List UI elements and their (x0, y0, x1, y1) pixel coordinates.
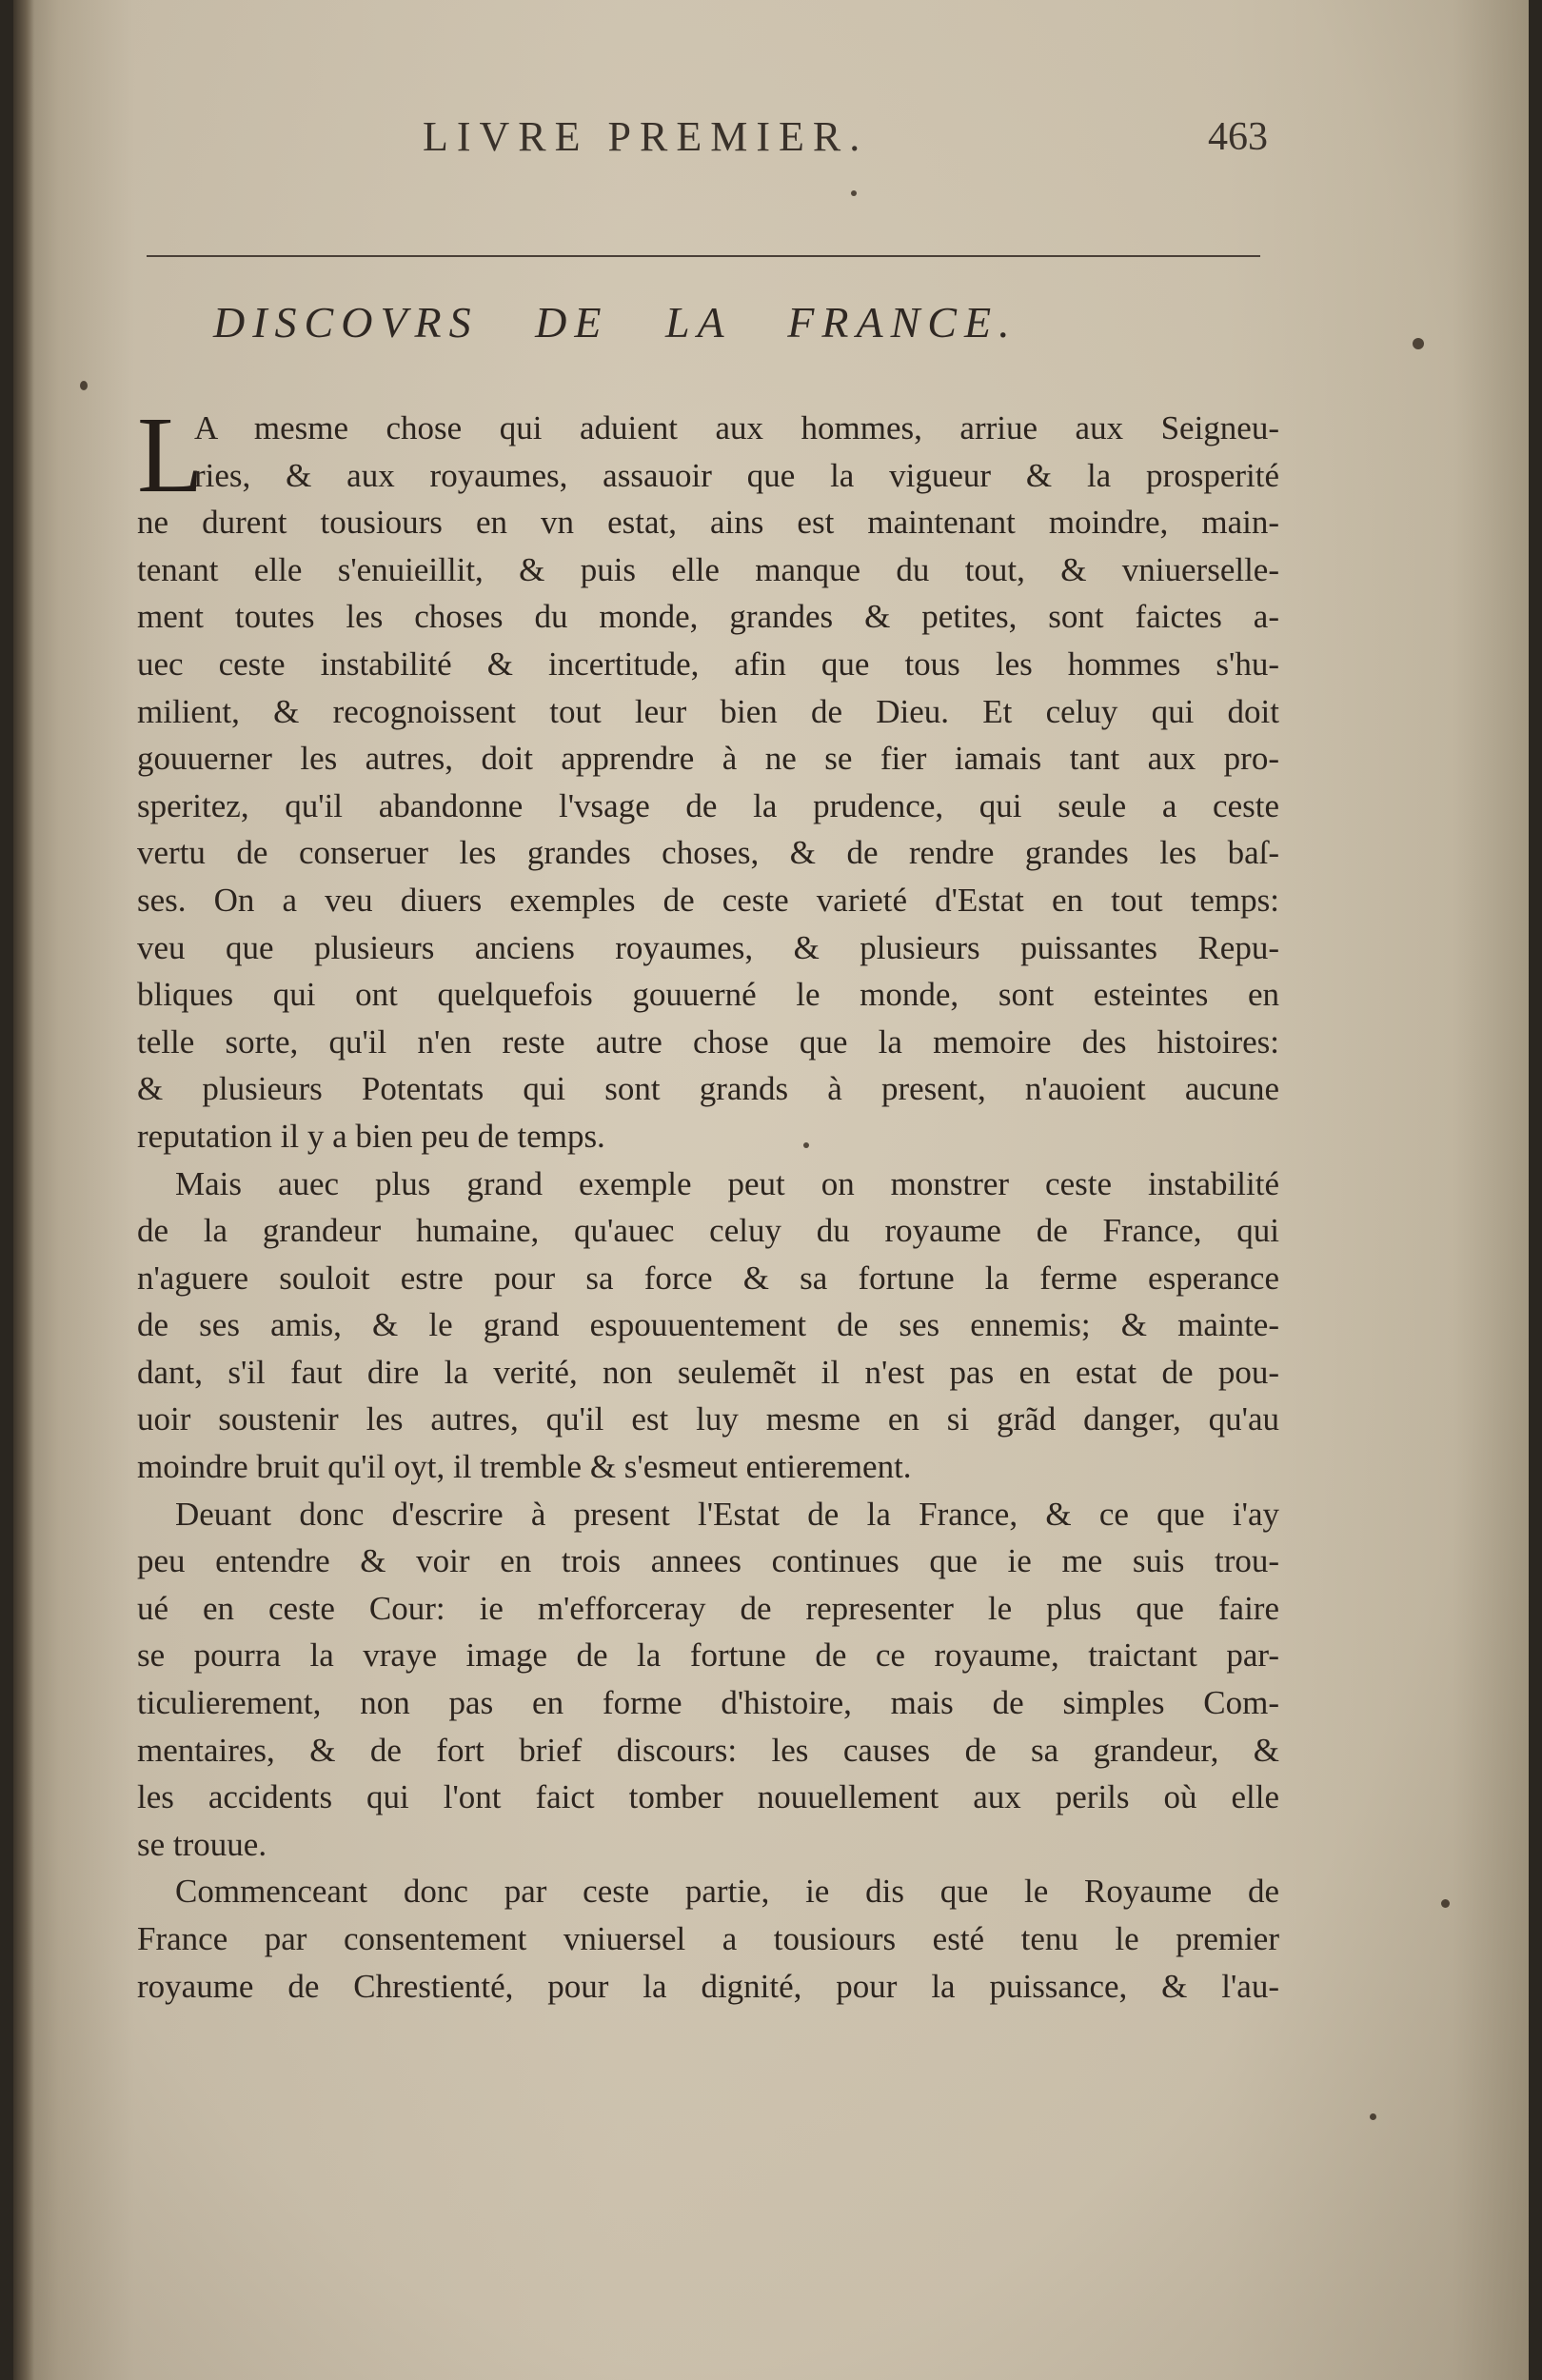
text-line: ses. On a veu diuers exemples de ceste varieté d'Estat en tout temps: (137, 881, 1279, 919)
ink-speck (1370, 2113, 1376, 2120)
paragraph-3 (137, 1491, 1279, 1869)
text-line: ment toutes les choses du monde, grandes & petites, sont faictes a- (137, 598, 1279, 636)
text-line: reputation il y a bien peu de temps. (137, 1117, 605, 1155)
running-head: LIVRE PREMIER. (423, 113, 869, 160)
text-line: & plusieurs Potentats qui sont grands à present, n'auoient aucune (137, 1070, 1279, 1108)
text-line: dant, s'il faut dire la verité, non seulemẽt il n'est pas en estat de pou- (137, 1353, 1279, 1391)
text-line: royaume de Chrestienté, pour la dignité, pour la puissance, & l'au- (137, 1967, 1279, 2005)
text-line: de la grandeur humaine, qu'auec celuy du royaume de France, qui (137, 1212, 1279, 1250)
text-line: mentaires, & de fort brief discours: les causes de sa grandeur, & (137, 1731, 1279, 1769)
text-line: se trouue. (137, 1825, 267, 1863)
text-line: speritez, qu'il abandonne l'vsage de la prudence, qui seule a ceste (137, 786, 1279, 824)
text-line: telle sorte, qu'il n'en reste autre chose que la memoire des histoires: (137, 1022, 1279, 1061)
text-line: peu entendre & voir en trois annees continues que ie me suis trou- (137, 1542, 1279, 1580)
paragraph-2 (137, 1160, 1279, 1491)
paragraph-4 (137, 1868, 1279, 2010)
paragraph-1 (137, 394, 1279, 1160)
text-line: ticulierement, non pas en forme d'histoire, mais de simples Com- (137, 1684, 1279, 1722)
ink-speck (851, 190, 857, 196)
text-line: ué en ceste Cour: ie m'efforceray de representer le plus que faire (137, 1589, 1279, 1627)
text-line: gouuerner les autres, doit apprendre à ne se fier iamais tant aux pro- (137, 740, 1279, 778)
text-line: Commenceant donc par ceste partie, ie dis que le Royaume de (175, 1873, 1279, 1911)
text-line: Mais auec plus grand exemple peut on monstrer ceste instabilité (175, 1164, 1279, 1202)
text-line: se pourra la vraye image de la fortune de ce royaume, traictant par- (137, 1636, 1279, 1675)
text-line: de ses amis, & le grand espouuentement de ses ennemis; & mainte- (137, 1306, 1279, 1344)
ink-speck (1441, 1899, 1450, 1908)
text-line: bliques qui ont quelquefois gouuerné le monde, sont esteintes en (137, 976, 1279, 1014)
ink-speck (803, 1142, 809, 1148)
text-line: France par consentement vniuersel a tousiours esté tenu le premier (137, 1920, 1279, 1957)
text-line: vertu de conseruer les grandes choses, & de rendre grandes les baſ- (137, 834, 1279, 872)
ink-speck (1413, 338, 1424, 349)
text-line: moindre bruit qu'il oyt, il tremble & s'esmeut entierement. (137, 1448, 912, 1486)
drop-cap: L (137, 394, 204, 515)
text-line: veu que plusieurs anciens royaumes, & plusieurs puissantes Repu- (137, 928, 1279, 966)
text-line: tenant elle s'enuieillit, & puis elle manque du tout, & vniuerselle- (137, 550, 1279, 588)
header-rule (147, 255, 1260, 257)
text-line: milient, & recognoissent tout leur bien de Dieu. Et celuy qui doit (137, 692, 1279, 730)
text-line: ne durent tousiours en vn estat, ains est maintenant moindre, main- (137, 504, 1279, 542)
body-text (137, 394, 1279, 2010)
text-line: A mesme chose qui aduient aux hommes, arriue aux Seigneu- (194, 409, 1279, 446)
text-line: n'aguere souloit estre pour sa force & sa fortune la ferme esperance (137, 1259, 1279, 1297)
section-title: DISCOVRS DE LA FRANCE. (213, 298, 1018, 347)
ink-speck (80, 381, 88, 390)
page-gutter (13, 0, 34, 2380)
text-line: uec ceste instabilité & incertitude, afin que tous les hommes s'hu- (137, 645, 1279, 683)
text-line: les accidents qui l'ont faict tomber nouuellement aux perils où elle (137, 1778, 1279, 1816)
page-number: 463 (1208, 115, 1268, 159)
book-page (13, 0, 1529, 2380)
text-line: Deuant donc d'escrire à present l'Estat de la France, & ce que i'ay (175, 1495, 1279, 1533)
text-line: uoir soustenir les autres, qu'il est luy mesme en si grãd danger, qu'au (137, 1400, 1279, 1438)
text-line: ries, & aux royaumes, assauoir que la vigueur & la prosperité (194, 456, 1279, 494)
